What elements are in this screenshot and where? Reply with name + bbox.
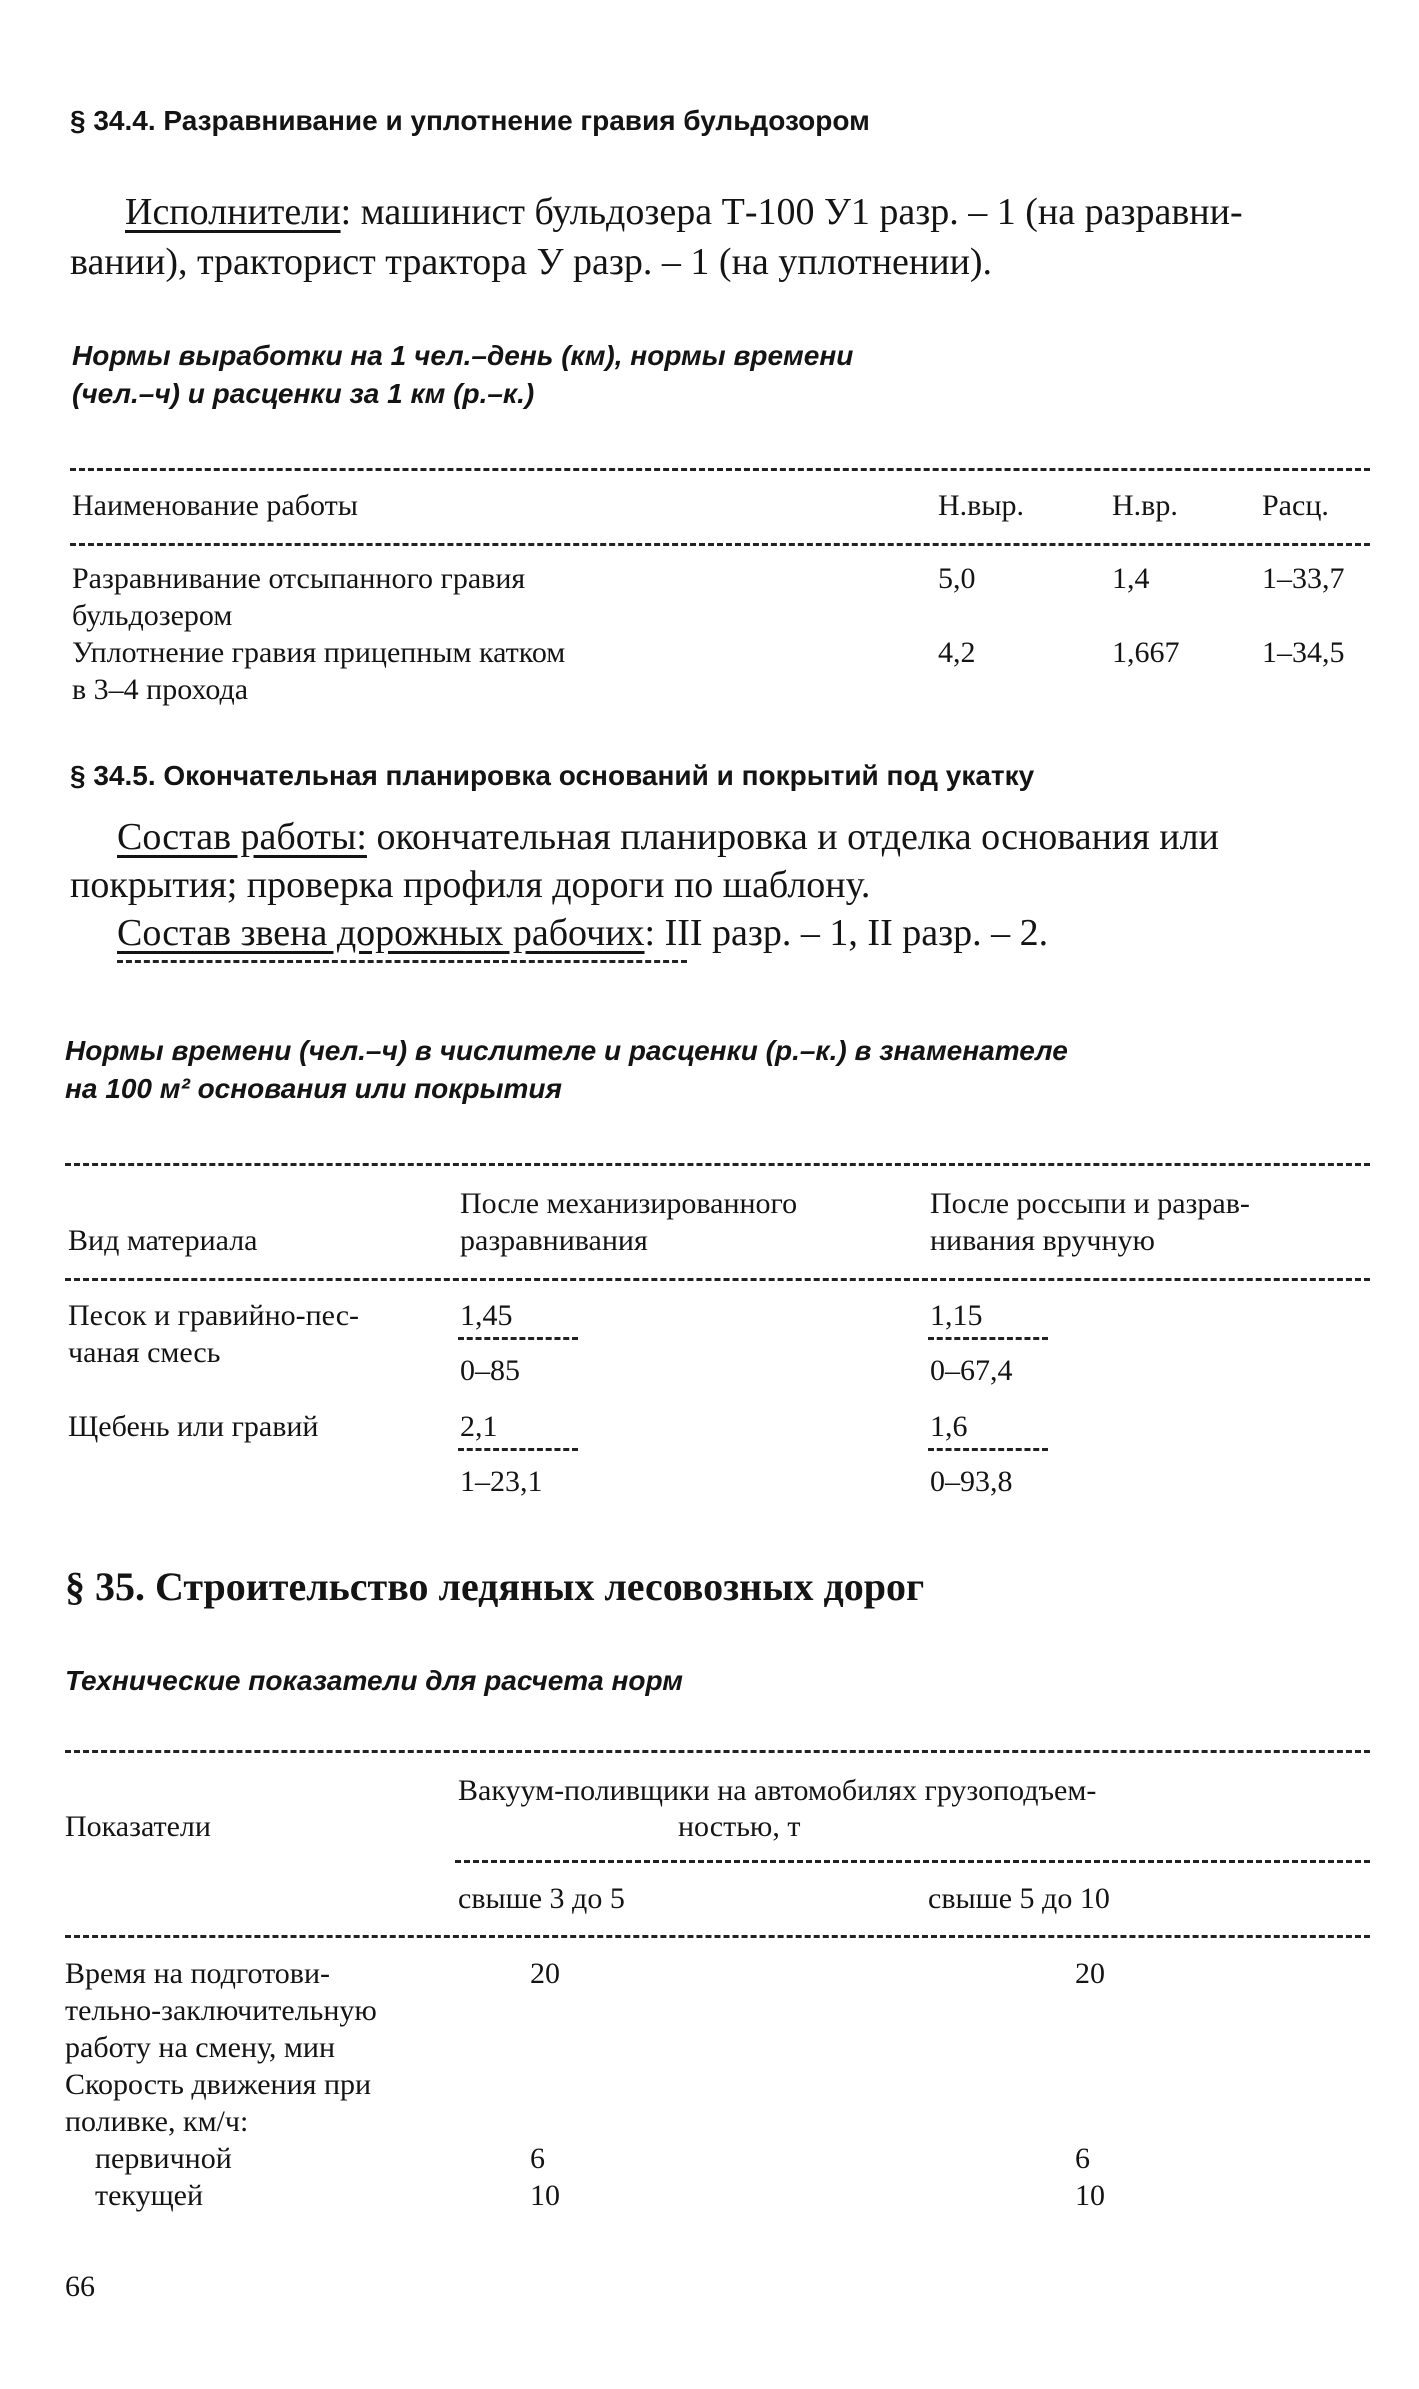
table1-row1-name-1: Разравнивание отсыпанного гравия [72,562,526,595]
table2-header-hand-1: После россыпи и разрав- [930,1187,1250,1220]
table2-row2-name-1: Щебень или гравий [68,1410,319,1443]
table2-row1-mech-denominator: 0–85 [460,1354,520,1387]
table3-row2-label-2: поливке, км/ч: [65,2105,249,2138]
table1-caption-1: Нормы выработки на 1 чел.–день (км), нормы времени [72,340,854,371]
table1-row1-rasc: 1–33,7 [1262,562,1345,595]
table1-header-rule [70,543,1370,546]
table3-row3-label: первичной [95,2142,232,2175]
table2-header-mech-2: разравнивания [460,1224,648,1257]
work-label: Состав работы: [117,816,367,858]
table2-row1-name-2: чаная смесь [68,1336,221,1369]
table2-row1-hand-numerator: 1,15 [930,1299,983,1332]
table2-row1-mech-fraction-line [458,1337,578,1340]
table3-caption: Технические показатели для расчета норм [65,1665,683,1696]
table2-row2-hand-denominator: 0–93,8 [930,1465,1013,1498]
table3-row1-label-2: тельно-заключительную [65,1994,377,2027]
performers-line-1 [125,190,1243,234]
table3-row1-value-1: 20 [530,1957,560,1990]
table3-row2-label-1: Скорость движения при [65,2068,372,2101]
table2-row1-hand-fraction-line [928,1337,1048,1340]
table3-row4-value-2: 10 [1075,2179,1105,2212]
table2-caption-1: Нормы времени (чел.–ч) в числителе и расценки (р.–к.) в знаменателе [65,1035,1068,1066]
performers-text-1: : машинист бульдозера Т-100 У1 разр. – 1 (на разравни- [340,191,1243,233]
table1-header-nvr: Н.вр. [1112,489,1178,522]
table3-header-indicators: Показатели [65,1810,211,1843]
work-text-1: окончательная планировка и отделка основания или [366,816,1219,858]
table2-row1-hand-denominator: 0–67,4 [930,1354,1013,1387]
table1-row1-nvyr: 5,0 [938,562,976,595]
table2-row1-name-1: Песок и гравийно-пес- [68,1299,360,1332]
table1-row2-name-2: в 3–4 прохода [72,673,249,706]
page-number: 66 [65,2270,95,2303]
table2-header-rule [65,1278,1370,1281]
table3-row1-value-2: 20 [1075,1957,1105,1990]
table2-header-mech-1: После механизированного [460,1187,798,1220]
section-34-5-heading: § 34.5. Окончательная планировка оснований и покрытий под укатку [70,760,1035,791]
performers-line-2: вании), тракторист трактора У разр. – 1 (на уплотнении). [70,241,993,283]
table1-row1-name-2: бульдозером [72,599,233,632]
table3-subheader-5-10: свыше 5 до 10 [928,1882,1110,1915]
table2-header-material: Вид материала [68,1224,258,1257]
table2-row2-mech-fraction-line [458,1448,578,1451]
crew-underline [117,960,687,963]
work-line-2: покрытия; проверка профиля дороги по шаблону. [70,864,871,906]
table2-top-rule [65,1163,1370,1166]
table3-top-rule [65,1750,1370,1753]
table2-row2-mech-denominator: 1–23,1 [460,1465,543,1498]
table3-row1-label-1: Время на подготови- [65,1957,331,1990]
performers-label: Исполнители [125,191,341,233]
table3-row3-value-2: 6 [1075,2142,1090,2175]
table3-row4-value-1: 10 [530,2179,560,2212]
table3-row1-label-3: работу на смену, мин [65,2031,336,2064]
crew-text: : III разр. – 1, II разр. – 2. [644,912,1049,954]
work-line-1 [117,815,1219,859]
table1-row2-rasc: 1–34,5 [1262,636,1345,669]
table3-row4-label: текущей [95,2179,204,2212]
table2-row2-hand-fraction-line [928,1448,1048,1451]
table2-row2-mech-numerator: 2,1 [460,1410,498,1443]
table3-header-group-1: Вакуум-поливщики на автомобилях грузоподъем- [458,1774,1097,1807]
table1-row2-name-1: Уплотнение гравия прицепным катком [72,636,566,669]
table1-top-rule [70,468,1370,471]
table1-header-rasc: Расц. [1262,489,1329,522]
table2-row1-mech-numerator: 1,45 [460,1299,513,1332]
table3-row3-value-1: 6 [530,2142,545,2175]
crew-label: Состав звена дорожных рабочих [117,912,645,954]
table1-row1-nvr: 1,4 [1112,562,1150,595]
table2-header-hand-2: нивания вручную [930,1224,1155,1257]
table2-row2-hand-numerator: 1,6 [930,1410,968,1443]
table1-header-nvyr: Н.выр. [938,489,1024,522]
table1-row2-nvr: 1,667 [1112,636,1180,669]
table3-header-rule [65,1935,1370,1938]
table1-header-name: Наименование работы [72,489,358,522]
table1-caption-2: (чел.–ч) и расценки за 1 км (р.–к.) [72,378,535,409]
table3-subheader-rule [455,1860,1370,1863]
table2-caption-2: на 100 м² основания или покрытия [65,1073,562,1104]
crew-line [117,911,1048,955]
section-35-heading: § 35. Строительство ледяных лесовозных дорог [65,1564,925,1609]
table3-header-group-2: ностью, т [678,1810,801,1843]
table3-subheader-3-5: свыше 3 до 5 [458,1882,625,1915]
table1-row2-nvyr: 4,2 [938,636,976,669]
section-34-4-heading: § 34.4. Разравнивание и уплотнение гравия бульдозором [70,105,870,136]
